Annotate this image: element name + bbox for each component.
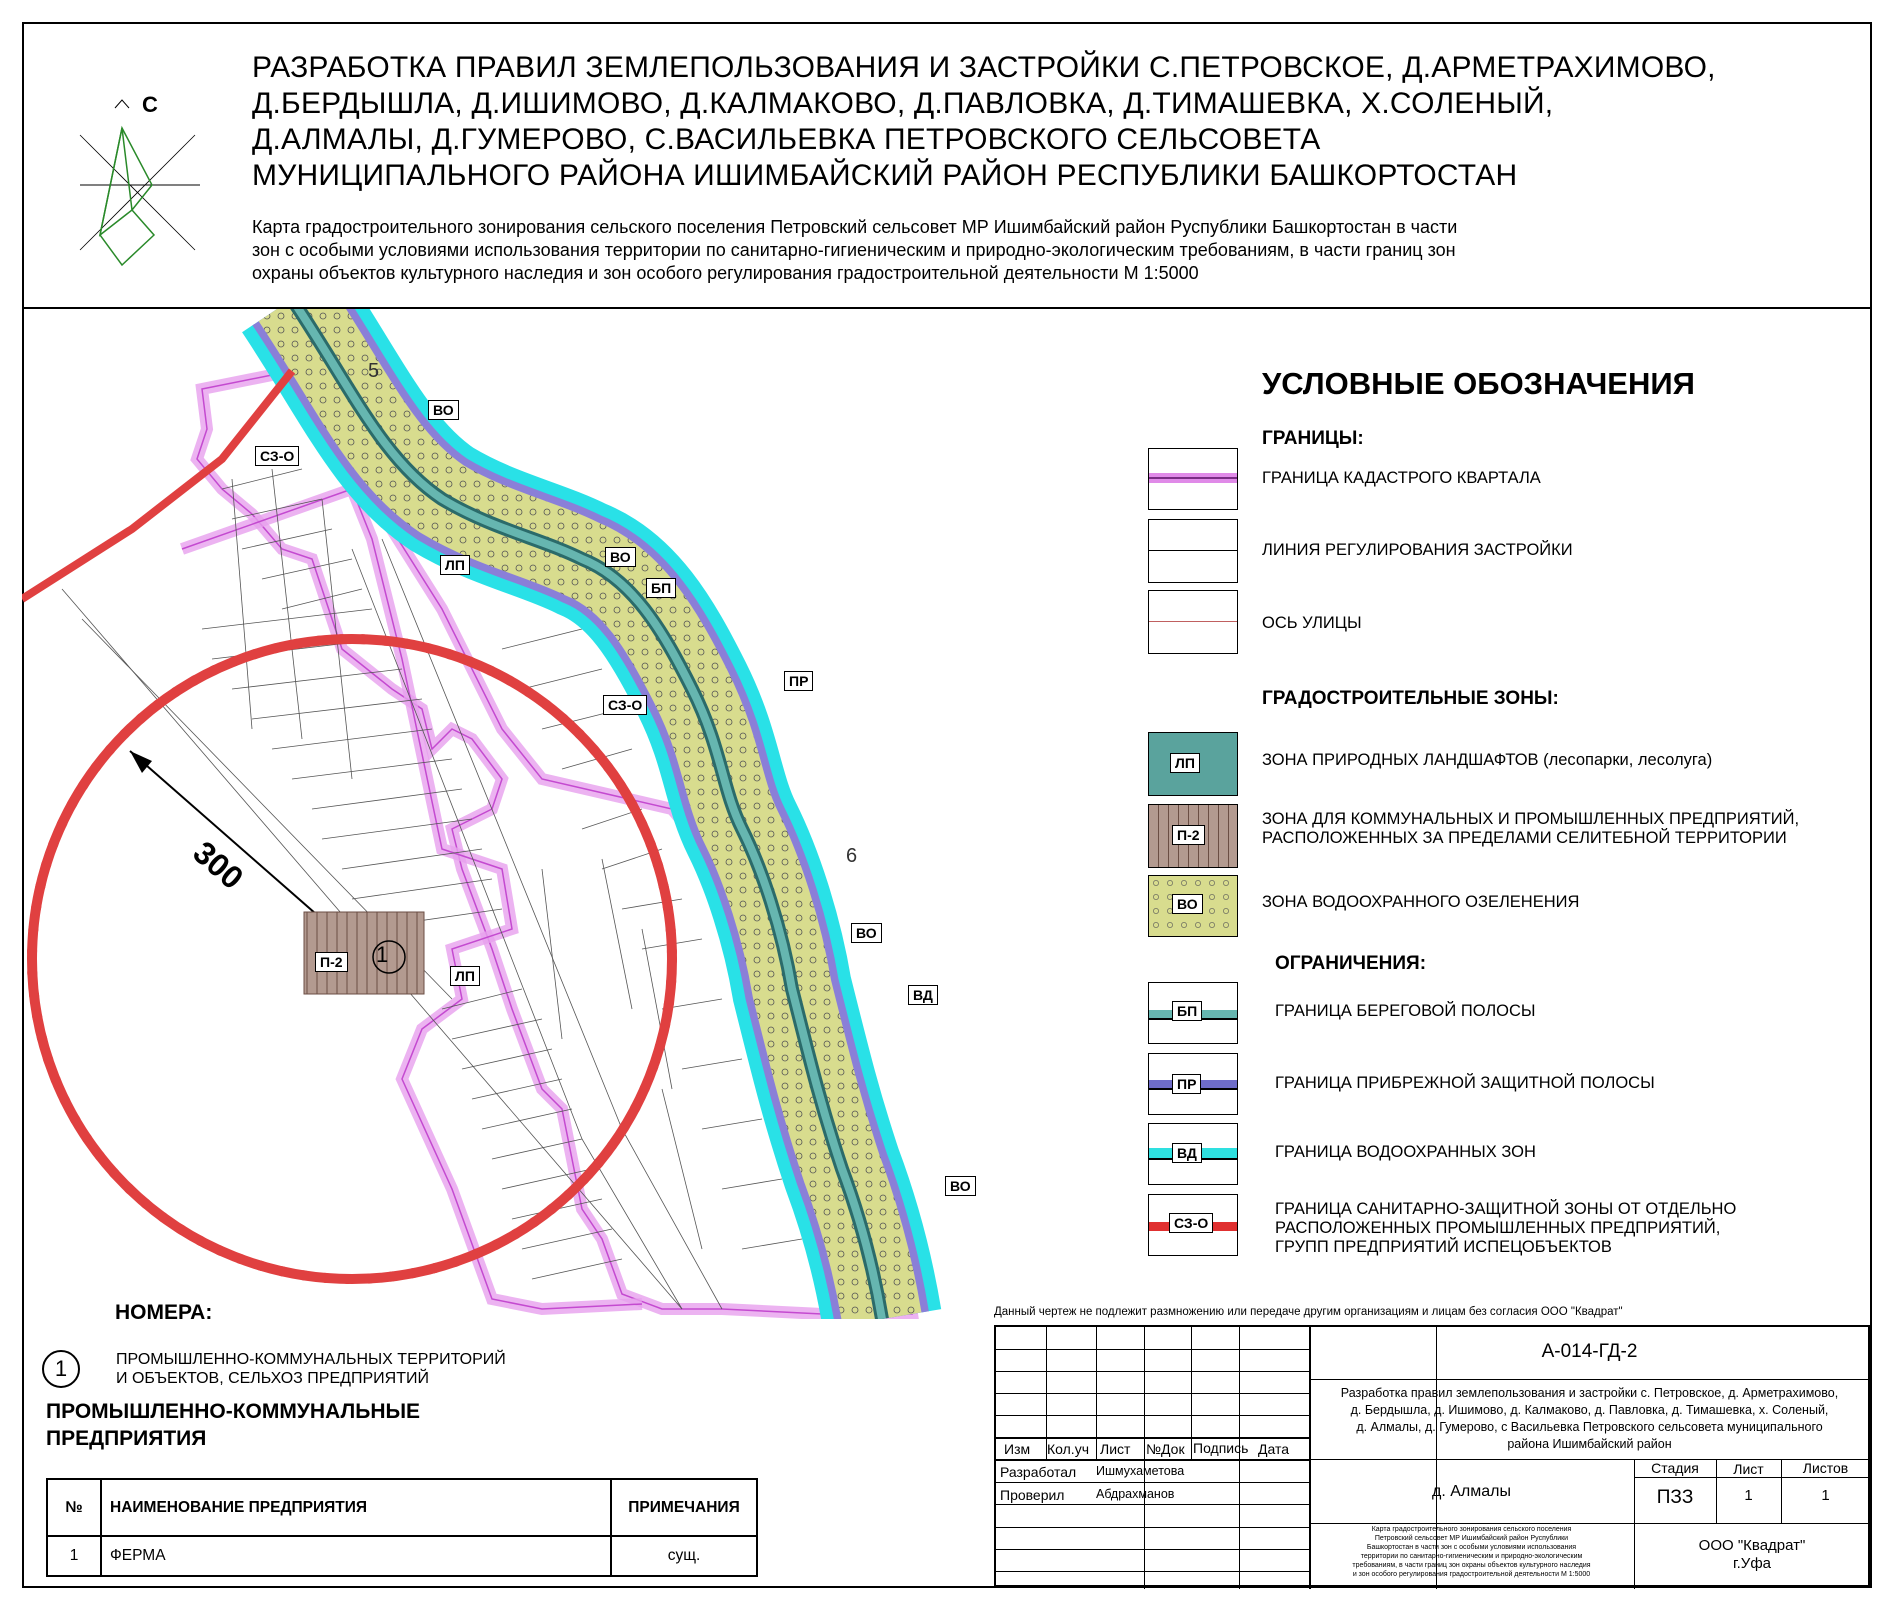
legend-code-vd: ВД	[1172, 1143, 1202, 1163]
legend-zone-label: ЗОНА ВОДООХРАННОГО ОЗЕЛЕНЕНИЯ	[1262, 893, 1580, 911]
legend-swatch-cadastral	[1148, 448, 1238, 510]
stamp-col-label: Изм	[1004, 1441, 1031, 1457]
legend-limit-label	[1275, 1200, 1736, 1257]
stamp-project-line: д. Алмалы, д. Гумерово, с Васильевка Петровского сельсовета муниципального	[1356, 1420, 1823, 1434]
stamp-col-label: Кол.уч	[1047, 1441, 1089, 1457]
legend-limit-line: РАСПОЛОЖЕННЫХ ПРОМЫШЛЕННЫХ ПРЕДПРИЯТИЙ,	[1275, 1219, 1721, 1237]
map-label-vo: ВО	[605, 547, 636, 567]
legend-title: УСЛОВНЫЕ ОБОЗНАЧЕНИЯ	[1262, 366, 1695, 401]
numbers-heading: НОМЕРА:	[115, 1301, 213, 1324]
stamp-description	[1309, 1525, 1634, 1579]
stamp-project-line: д. Бердышла, д. Ишимово, д. Калмаково, д. Павловка, д. Тимашевка, х. Соленый,	[1350, 1403, 1829, 1417]
legend-code-vo: ВО	[1172, 894, 1203, 914]
legend-limit-line: ГРАНИЦА САНИТАРНО-ЗАЩИТНОЙ ЗОНЫ ОТ ОТДЕЛЬНО	[1275, 1200, 1737, 1218]
legend-zone-line: ЗОНА ДЛЯ КОММУНАЛЬНЫХ И ПРОМЫШЛЕННЫХ ПРЕДПРИЯТИЙ,	[1262, 810, 1800, 828]
map-label-vd: ВД	[908, 985, 938, 1005]
map-label-vo: ВО	[851, 923, 882, 943]
subtitle-line: охраны объектов культурного наследия и зон особого регулирования градостроительной деятельности М 1:5000	[252, 263, 1199, 283]
legend-limit-label: ГРАНИЦА БЕРЕГОВОЙ ПОЛОСЫ	[1275, 1002, 1536, 1020]
legend-zone-label	[1262, 810, 1799, 848]
map-label-vo: ВО	[945, 1176, 976, 1196]
stamp-desc-line: требованиям, в части границ зон охраны объектов культурного наследия	[1352, 1562, 1591, 1569]
stamp-project-line: района Ишимбайский район	[1507, 1437, 1672, 1451]
stamp-project-line: Разработка правил землепользования и застройки с. Петровское, д. Арметрахимово,	[1340, 1386, 1839, 1400]
stamp-company-name: ООО "Квадрат"	[1698, 1537, 1806, 1554]
stamp-desc-line: и зон особого регулирования градостроительной деятельности М 1:5000	[1352, 1571, 1591, 1578]
map-misc-label: 5	[368, 360, 380, 382]
stamp-col-label: Подпись	[1193, 1440, 1249, 1456]
enterprises-heading-line: ПРОМЫШЛЕННО-КОММУНАЛЬНЫЕ	[46, 1400, 421, 1423]
table-header-row	[47, 1479, 757, 1536]
title-line: Д.АЛМАЛЫ, Д.ГУМЕРОВО, С.ВАСИЛЬЕВКА ПЕТРОВСКОГО СЕЛЬСОВЕТА	[252, 123, 1321, 156]
stamp-col-label: Дата	[1258, 1441, 1290, 1457]
stamp-sheet: 1	[1744, 1487, 1753, 1504]
map-label-bp: БП	[646, 578, 676, 598]
legend-code-lp: ЛП	[1170, 753, 1200, 773]
map-misc-label: 6	[846, 845, 858, 867]
map-label-szo: СЗ-О	[255, 446, 299, 466]
legend-boundary-label: ЛИНИЯ РЕГУЛИРОВАНИЯ ЗАСТРОЙКИ	[1262, 541, 1573, 559]
table-header-cell: НАИМЕНОВАНИЕ ПРЕДПРИЯТИЯ	[101, 1479, 611, 1536]
legend-limit-label: ГРАНИЦА ПРИБРЕЖНОЙ ЗАЩИТНОЙ ПОЛОСЫ	[1275, 1074, 1655, 1092]
stamp-desc-line: Петровский сельсовет МР Ишимбайский район Руспублики	[1374, 1535, 1569, 1542]
map-object-number: 1	[376, 942, 389, 967]
legend-code-szo: СЗ-О	[1169, 1213, 1213, 1233]
legend-code-bp: БП	[1172, 1001, 1202, 1021]
stamp-stage: ПЗЗ	[1656, 1487, 1694, 1508]
title-line: Д.БЕРДЫШЛА, Д.ИШИМОВО, Д.КАЛМАКОВО, Д.ПАВЛОВКА, Д.ТИМАШЕВКА, Х.СОЛЕНЫЙ,	[252, 87, 1554, 120]
stamp-desc-line: территории по санитарно-гигиеническим и природно-экологическим	[1360, 1553, 1583, 1560]
title-line: МУНИЦИПАЛЬНОГО РАЙОНА ИШИМБАЙСКИЙ РАЙОН РЕСПУБЛИКИ БАШКОРТОСТАН	[252, 159, 1518, 192]
enterprises-table	[46, 1478, 758, 1577]
stamp-company-city: г.Уфа	[1732, 1555, 1772, 1572]
stamp-col-label: Лист	[1100, 1441, 1131, 1457]
legend-code-pr: ПР	[1172, 1074, 1201, 1094]
title-block	[994, 1325, 1870, 1587]
table-header-cell: ПРИМЕЧАНИЯ	[611, 1479, 757, 1536]
stamp-place: д. Алмалы	[1432, 1483, 1511, 1500]
map-label-lp: ЛП	[440, 555, 470, 575]
numbers-item-marker: 1	[42, 1350, 80, 1388]
stamp-developed-label: Разработал	[1000, 1464, 1077, 1480]
stamp-developed-name: Ишмухаметова	[1096, 1464, 1185, 1478]
legend-zone-line: РАСПОЛОЖЕННЫХ ЗА ПРЕДЕЛАМИ СЕЛИТЕБНОЙ ТЕРРИТОРИИ	[1262, 829, 1787, 847]
enterprises-heading	[46, 1398, 420, 1452]
legend-limits-heading: ОГРАНИЧЕНИЯ:	[1275, 953, 1427, 974]
copyright-note: Данный чертеж не подлежит размножению или передаче другим организациям и лицам без согласия ООО "Квадрат"	[994, 1306, 1623, 1318]
map-label-lp: ЛП	[450, 966, 480, 986]
legend-limit-line: ГРУПП ПРЕДПРИЯТИЙ ИСПЕЦОБЪЕКТОВ	[1275, 1238, 1612, 1256]
stamp-col-label: №Док	[1146, 1441, 1185, 1457]
legend-zone-label: ЗОНА ПРИРОДНЫХ ЛАНДШАФТОВ (лесопарки, лесолуга)	[1262, 751, 1713, 769]
title-line: РАЗРАБОТКА ПРАВИЛ ЗЕМЛЕПОЛЬЗОВАНИЯ И ЗАСТРОЙКИ С.ПЕТРОВСКОЕ, Д.АРМЕТРАХИМОВО,	[252, 51, 1716, 84]
legend-limit-label: ГРАНИЦА ВОДООХРАННЫХ ЗОН	[1275, 1143, 1536, 1161]
drawing-title	[252, 50, 1792, 194]
table-cell: сущ.	[611, 1536, 757, 1576]
stamp-sheet-label: Лист	[1733, 1461, 1764, 1477]
legend-zones-heading: ГРАДОСТРОИТЕЛЬНЫЕ ЗОНЫ:	[1262, 688, 1559, 709]
numbers-item-line: ПРОМЫШЛЕННО-КОММУНАЛЬНЫХ ТЕРРИТОРИЙ	[116, 1351, 506, 1368]
enterprises-heading-line: ПРЕДПРИЯТИЯ	[46, 1427, 207, 1450]
stamp-sheets-label: Листов	[1802, 1460, 1849, 1476]
stamp-stage-label: Стадия	[1651, 1460, 1699, 1476]
legend-boundary-label: ГРАНИЦА КАДАСТРОГО КВАРТАЛА	[1262, 469, 1541, 487]
numbers-item-text	[116, 1350, 506, 1388]
stamp-company	[1634, 1537, 1870, 1573]
table-cell: 1	[47, 1536, 101, 1576]
map-label-vo: ВО	[428, 400, 459, 420]
stamp-project	[1309, 1385, 1870, 1453]
subtitle-line: Карта градостроительного зонирования сельского поселения Петровский сельсовет МР Ишимбайский район Руспублики Башкортостан в части	[252, 217, 1458, 237]
zoning-map	[22, 309, 1022, 1319]
stamp-desc-line: Карта градостроительного зонирования сельского поселения	[1371, 1526, 1572, 1533]
north-arrow-icon	[70, 90, 210, 270]
north-label: С	[142, 92, 158, 117]
legend-swatch-building-line	[1148, 519, 1238, 583]
map-label-szo: СЗ-О	[603, 695, 647, 715]
table-cell: ФЕРМА	[101, 1536, 611, 1576]
stamp-sheets: 1	[1821, 1487, 1830, 1504]
map-radius-label: 300	[186, 834, 251, 897]
legend-boundary-label: ОСЬ УЛИЦЫ	[1262, 614, 1362, 632]
stamp-desc-line: Башкортостан в части зон с особыми условиями использования	[1366, 1544, 1577, 1551]
legend-code-p2: П-2	[1172, 825, 1205, 845]
numbers-item-line: И ОБЪЕКТОВ, СЕЛЬХОЗ ПРЕДПРИЯТИЙ	[116, 1370, 429, 1387]
stamp-checked-name: Абдрахманов	[1096, 1487, 1175, 1501]
legend-boundaries-heading: ГРАНИЦЫ:	[1262, 428, 1364, 449]
stamp-code: А-014-ГД-2	[1541, 1341, 1638, 1362]
drawing-subtitle	[252, 216, 1672, 285]
map-label-p2: П-2	[315, 952, 348, 972]
table-header-cell: №	[47, 1479, 101, 1536]
legend-swatch-street-axis	[1148, 590, 1238, 654]
stamp-checked-label: Проверил	[1000, 1487, 1065, 1503]
map-label-pr: ПР	[784, 671, 813, 691]
table-row	[47, 1536, 757, 1576]
subtitle-line: зон с особыми условиями использования территории по санитарно-гигиеническим и природно-экологическим требованиям, в части границ зон	[252, 240, 1456, 260]
